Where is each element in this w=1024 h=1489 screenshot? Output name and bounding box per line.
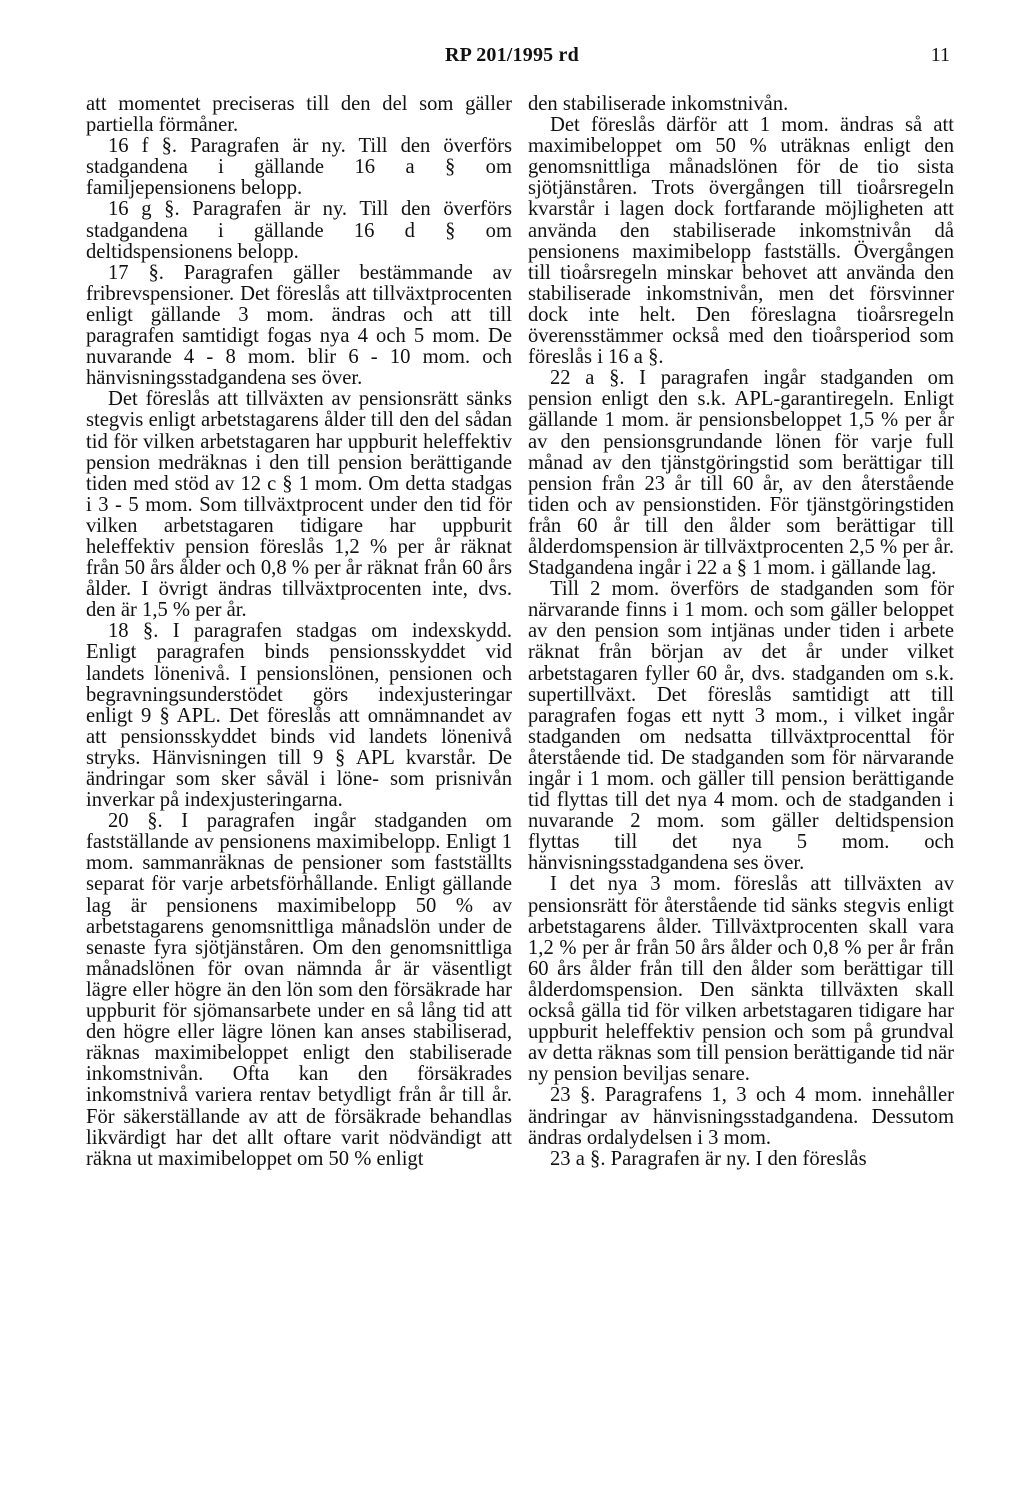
paragraph: 18 §. I paragrafen stadgas om indexskydd. Enligt paragrafen binds pensionsskyddet vid landets lönenivå. I pensionslönen, pensionen och begravningsunderstödet görs indexjusteringar enligt 9 § APL. Det föreslås att omnämnandet av att pensionsskyddet binds vid landets lönenivå stryks. Hänvisningen till 9 § APL kvarstår. De ändringar som sker såväl i löne- som prisnivån inverkar på indexjusteringarna. [86,620,512,812]
paragraph: Till 2 mom. överförs de stadganden som för närvarande finns i 1 mom. och som gäller beloppet av den pension som intjänas under tiden i arbete räknat från början av det år under vilket arbetstagaren fyller 60 år, dvs. stadganden om s.k. supertillväxt. Det föreslås samtidigt att till paragrafen fogas ett nytt 3 mom., i vilket ingår stadganden om nedsatta tillväxtprocenttal för återstående tid. De stadganden som för närvarande ingår i 1 mom. och gäller till pension berättigande tid flyttas till det nya 4 mom. och de stadganden i nuvarande 2 mom. som gäller deltidspension flyttas till det nya 5 mom. och hänvisningsstadgandena ses över. [528,578,954,875]
paragraph: 23 §. Paragrafens 1, 3 och 4 mom. innehåller ändringar av hänvisningsstadgandena. Dessutom ändras ordalydelsen i 3 mom. [528,1084,954,1149]
paragraph: 16 g §. Paragrafen är ny. Till den överförs stadgandena i gällande 16 d § om deltidspensionens belopp. [86,198,512,263]
paragraph: 16 f §. Paragrafen är ny. Till den överförs stadgandena i gällande 16 a § om familjepensionens belopp. [86,135,512,200]
paragraph: Det föreslås därför att 1 mom. ändras så att maximibeloppet om 50 % uträknas enligt den genomsnittliga månadslönen för de tio sista sjötjänståren. Trots övergången till tioårsregeln kvarstår i lagen dock fortfarande möjligheten att använda den stabiliserade inkomstnivån då pensionens maximibelopp fastställs. Övergången till tioårsregeln minskar behovet att använda den stabiliserade inkomstnivån, men det försvinner dock inte helt. Den föreslagna tioårsregeln överensstämmer också med den tioårsperiod som föreslås i 16 a §. [528,114,954,369]
paragraph: 20 §. I paragrafen ingår stadganden om fastställande av pensionens maximibelopp. Enligt 1 mom. sammanräknas de pensioner som fastställts separat för varje arbetsförhållande. Enligt gällande lag är pensionens maximibelopp 50 % av arbetstagarens genomsnittliga månadslön under de senaste fyra sjötjänståren. Om den genomsnittliga månadslönen för ovan nämnda år är väsentligt lägre eller högre än den lön som den försäkrade har uppburit för sjömansarbete under en så lång tid att den högre eller lägre lönen kan anses stabiliserad, räknas maximibeloppet enligt den stabiliserade inkomstnivån. Ofta kan den försäkrades inkomstnivå variera rentav betydligt från år till år. För säkerställande av att de försäkrade behandlas likvärdigt har det allt oftare varit nödvändigt att räkna ut maximibeloppet om 50 % enligt [86,810,512,1170]
left-column [86,94,512,1170]
right-column [528,94,954,1170]
page-number: 11 [930,44,950,66]
paragraph: Det föreslås att tillväxten av pensionsrätt sänks stegvis enligt arbetstagarens ålder till den del sådan tid för vilken arbetstagaren har uppburit heleffektiv pension medräknas i den till pension berättigande tiden med stöd av 12 c § 1 mom. Om detta stadgas i 3 - 5 mom. Som tillväxtprocent under den tid för vilken arbetstagaren tidigare har uppburit heleffektiv pension föreslås 1,2 % per år räknat från 50 års ålder och 0,8 % per år räknat från 60 års ålder. I övrigt ändras tillväxtprocenten inte, dvs. den är 1,5 % per år. [86,388,512,622]
paragraph: 17 §. Paragrafen gäller bestämmande av fribrevspensioner. Det föreslås att tillväxtprocenten enligt gällande 3 mom. ändras och att till paragrafen samtidigt fogas nya 4 och 5 mom. De nuvarande 4 - 8 mom. blir 6 - 10 mom. och hänvisningsstadgandena ses över. [86,261,512,390]
running-header [0,44,1024,74]
paragraph: den stabiliserade inkomstnivån. [528,93,789,115]
paragraph: att momentet preciseras till den del som gäller partiella förmåner. [86,93,512,137]
paragraph: 22 a §. I paragrafen ingår stadganden om pension enligt den s.k. APL-garantiregeln. Enligt gällande 1 mom. är pensionsbeloppet 1,5 % per år av den pensionsgrundande lönen för varje full månad av den tjänstgöringstid som berättigar till pension från 23 år till 60 år, av den återstående tiden och av pensionstiden. För tjänstgöringstiden från 60 år till den ålder som berättigar till ålderdomspension är tillväxtprocenten 2,5 % per år. Stadgandena ingår i 22 a § 1 mom. i gällande lag. [528,367,954,580]
document-id: RP 201/1995 rd [445,44,579,66]
paragraph: 23 a §. Paragrafen är ny. I den föreslås [550,1147,867,1170]
paragraph: I det nya 3 mom. föreslås att tillväxten av pensionsrätt för återstående tid sänks stegvis enligt arbetstagarens ålder. Tillväxtprocenten skall vara 1,2 % per år från 50 års ålder och 0,8 % per år från 60 års ålder från till den ålder som berättigar till ålderdomspension. Den sänkta tillväxten skall också gälla tid för vilken arbetstagaren tidigare har uppburit heleffektiv pension och som på grundval av detta räknas som till pension berättigande tid när ny pension beviljas senare. [528,873,954,1086]
